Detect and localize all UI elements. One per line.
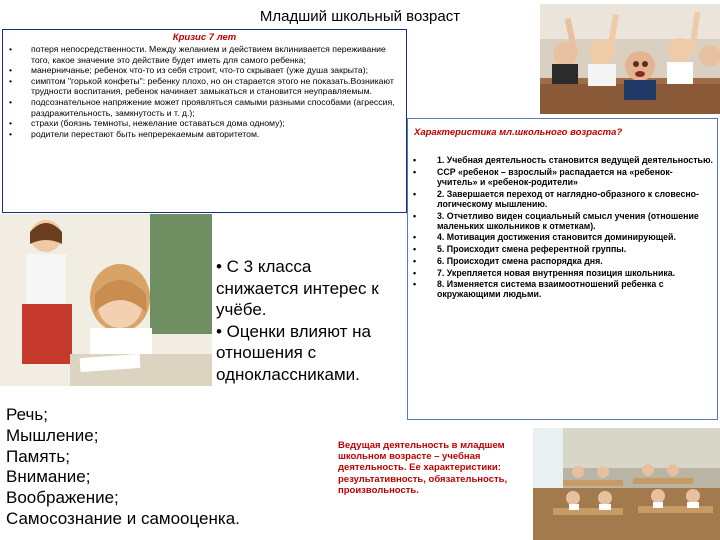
- list-item: • 3. Отчетливо виден социальный смысл учения (отношение маленьких школьников к отметкам).: [413, 211, 713, 231]
- list-item: Мышление;: [6, 425, 99, 445]
- list-item: • 6. Происходит смена распорядка дня.: [413, 256, 713, 266]
- list-item: • 4. Мотивация достижения становится доминирующей.: [413, 232, 713, 242]
- list-item: • подсознательное напряжение может проявляться самыми разными способами (агрессия, раздражительность, замкнутость и т. д.);: [9, 97, 399, 118]
- characteristics-list: [413, 155, 713, 301]
- list-item: • страхи (боязнь темноты, нежелание оставаться дома одному);: [9, 118, 399, 129]
- characteristics-box: [407, 118, 718, 420]
- list-item: Внимание;: [6, 467, 91, 487]
- list-item: • 2. Завершается переход от наглядно-образного к словесно-логическому мышлению.: [413, 189, 713, 209]
- characteristics-title: Характеристика мл.школьного возраста?: [414, 127, 623, 138]
- list-item: Речь;: [6, 405, 48, 424]
- page-title: Младший школьный возраст: [259, 8, 461, 25]
- list-item: • манерничанье; ребенок что-то из себя строит, что-то скрывает (уже душа закрыта);: [9, 65, 399, 76]
- list-item: • ССР «ребенок – взрослый» распадается на «ребенок-учитель» и «ребенок-родители»: [413, 167, 713, 187]
- girl-writing-photo: [0, 214, 212, 386]
- middle-text-line: • Оценки влияют на отношения с одноклассниками.: [216, 321, 371, 384]
- list-item: • 1. Учебная деятельность становится ведущей деятельностью.: [413, 155, 713, 165]
- classroom-photo-hands: [540, 4, 720, 114]
- list-item: Воображение;: [6, 488, 119, 508]
- crisis-title: Кризис 7 лет: [172, 32, 237, 43]
- skills-list: [6, 405, 240, 530]
- list-item: • потеря непосредственности. Между желанием и действием вклинивается переживание того, какое значение это действие будет иметь для самого ребенка;: [9, 44, 399, 65]
- classroom-desks-photo: [533, 428, 720, 540]
- list-item: Память;: [6, 446, 70, 466]
- middle-text-line: • С 3 класса снижается интерес к учёбе.: [216, 257, 379, 320]
- crisis-list: [9, 44, 399, 139]
- middle-text: [216, 256, 386, 386]
- crisis-box: [2, 29, 407, 213]
- list-item: • 5. Происходит смена референтной группы.: [413, 244, 713, 254]
- list-item: • 8. Изменяется система взаимоотношений ребенка с окружающими людьми.: [413, 279, 713, 299]
- list-item: • родители перестают быть непререкаемым авторитетом.: [9, 129, 399, 140]
- list-item: • симптом "горькой конфеты": ребенку плохо, но он старается этого не показать.Возникают трудности воспитания, ребенок начинает замыкаться и становится неуправляемым.: [9, 76, 399, 97]
- list-item: • 7. Укрепляется новая внутренняя позиция школьника.: [413, 268, 713, 278]
- list-item: Самосознание и самооценка.: [6, 508, 240, 528]
- leading-activity-text: Ведущая деятельность в младшем школьном возрасте – учебная деятельность. Ее характеристики: результативность, обязательность, произвольность.: [338, 440, 508, 496]
